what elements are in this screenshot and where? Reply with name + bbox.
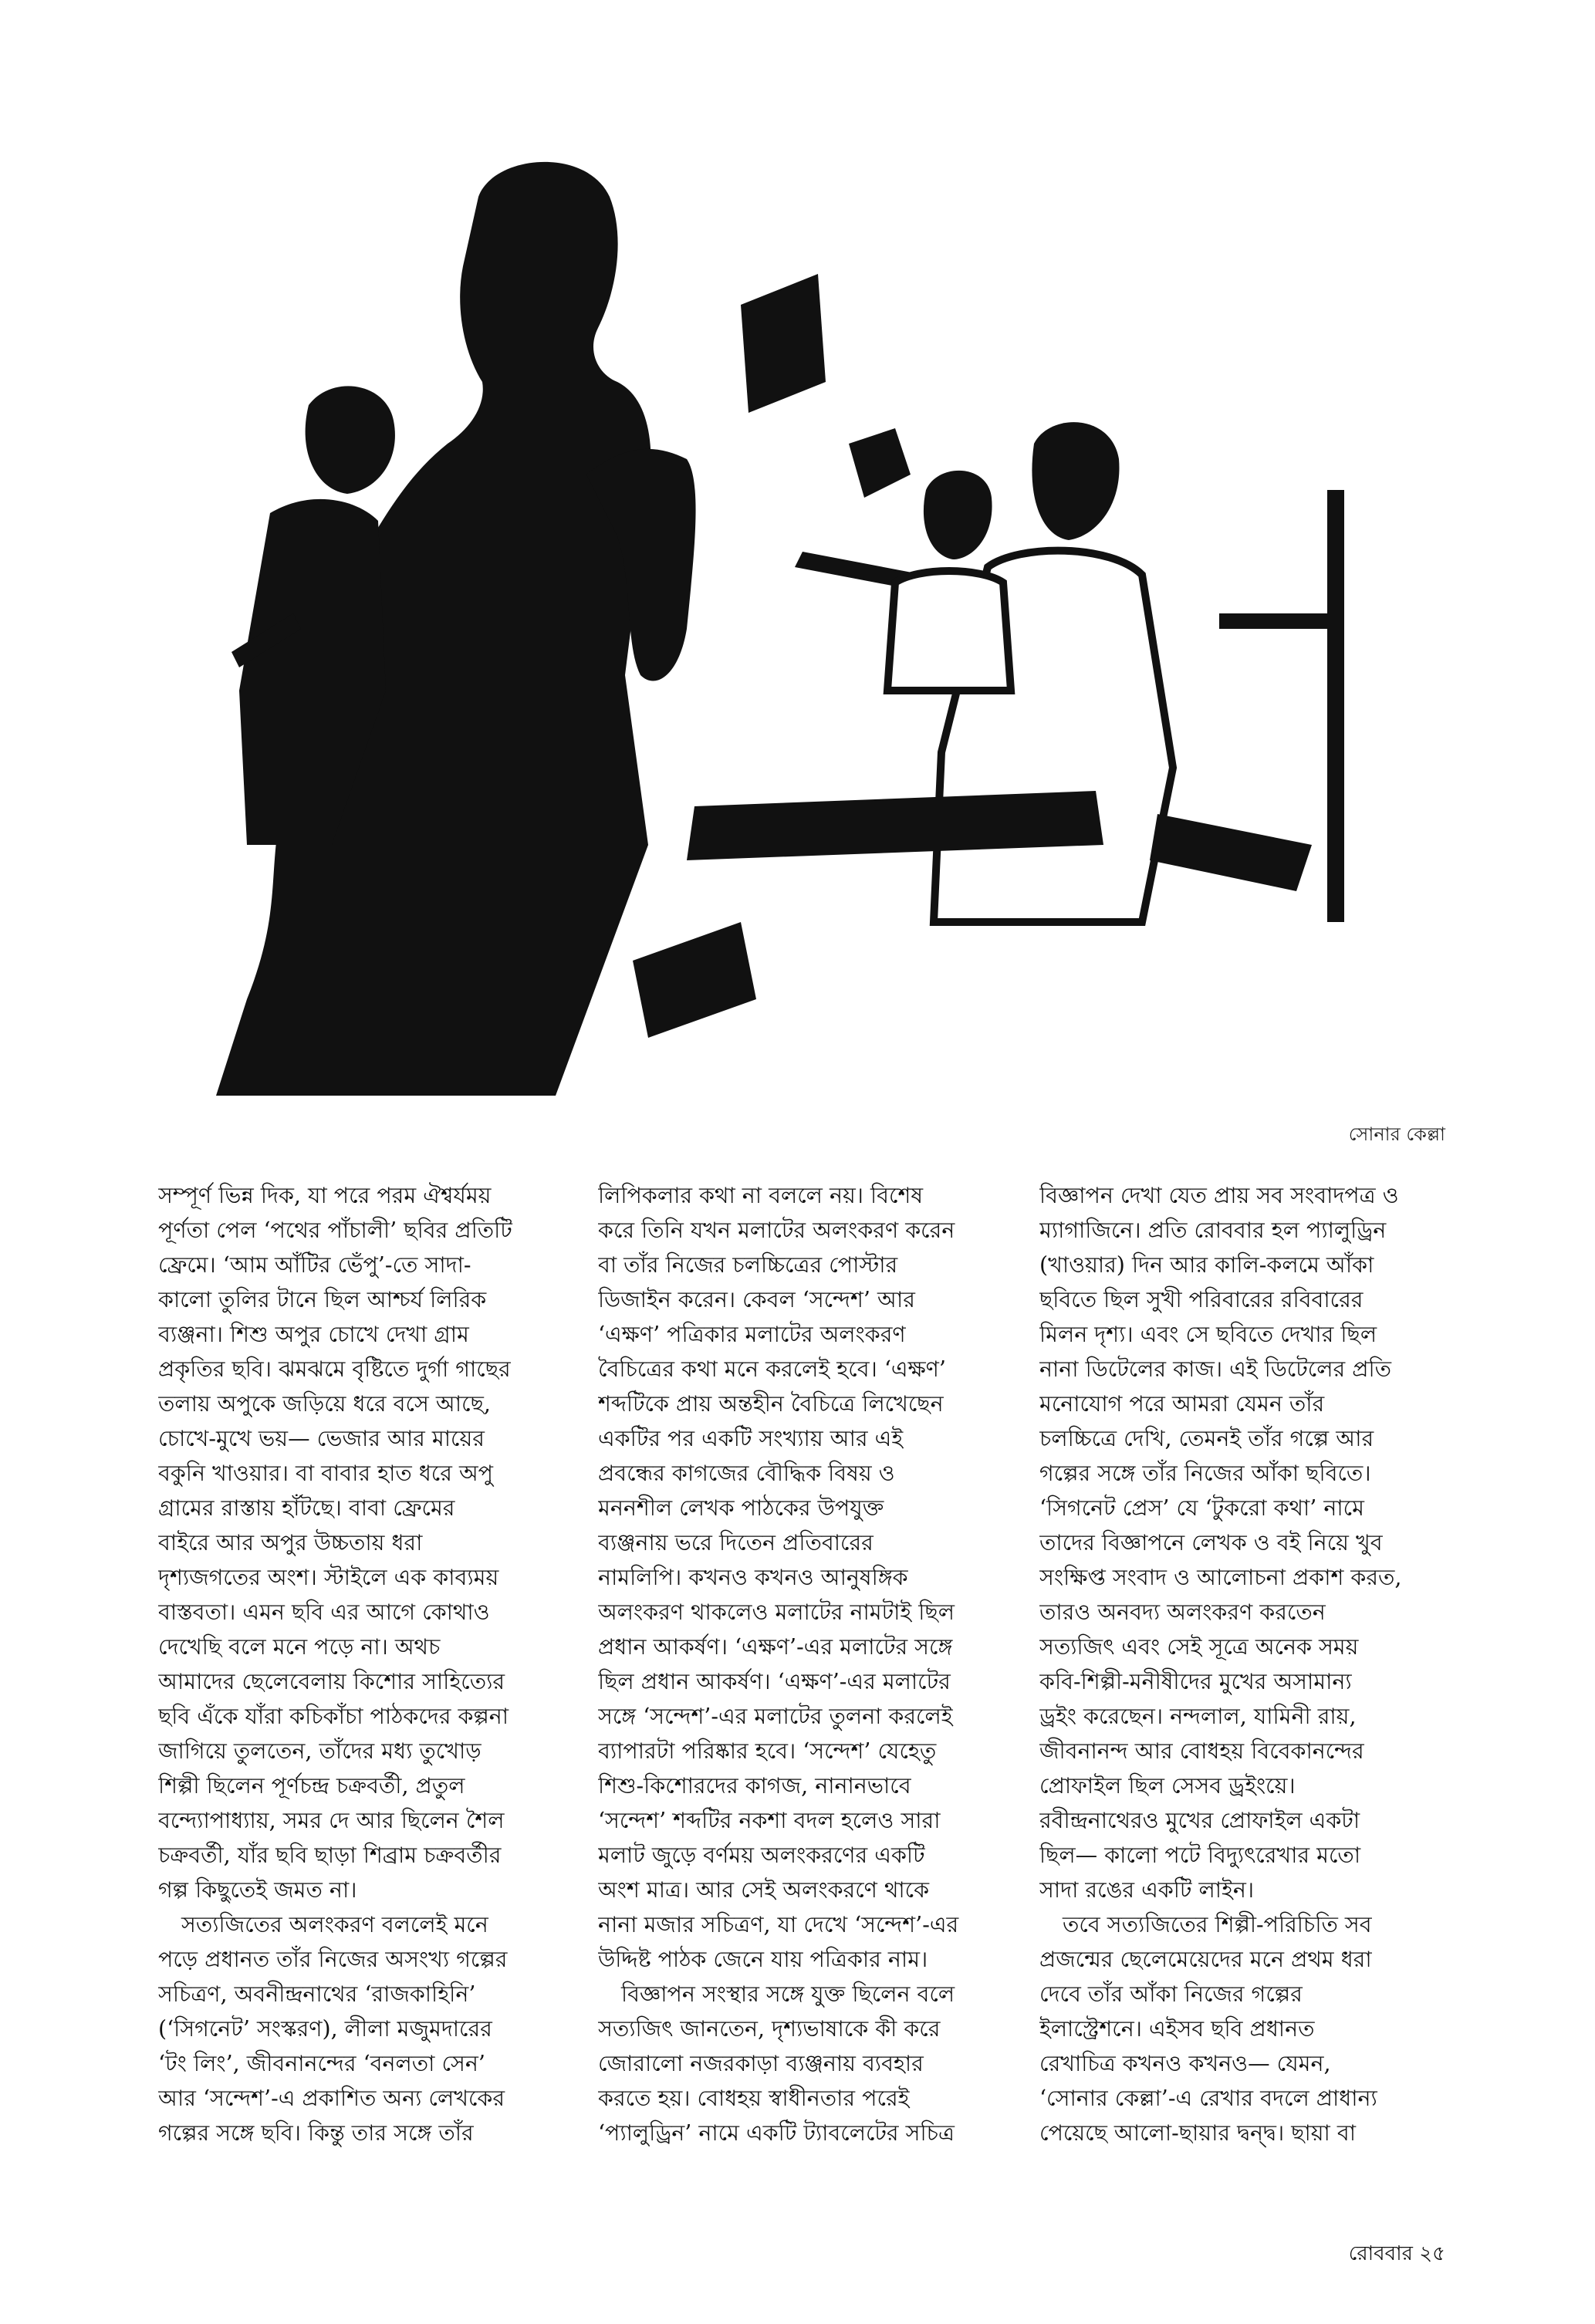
- text-line: সম্পূর্ণ ভিন্ন দিক, যা পরে পরম ঐশ্বর্যময়: [158, 1183, 492, 1208]
- text-line: শিল্পী ছিলেন পূর্ণচন্দ্র চক্রবর্তী, প্রতুল: [158, 1773, 465, 1799]
- text-line: ব্যঞ্জনায় ভরে দিতেন প্রতিবারের: [598, 1530, 874, 1556]
- text-line: করে তিনি যখন মলাটের অলংকরণ করেন: [598, 1218, 955, 1243]
- text-line: প্রবন্ধের কাগজের বৌদ্ধিক বিষয় ও: [598, 1461, 895, 1486]
- text-line: গল্পের সঙ্গে তাঁর নিজের আঁকা ছবিতে।: [1039, 1461, 1371, 1486]
- text-line: গল্পের সঙ্গে ছবি। কিন্তু তার সঙ্গে তাঁর: [158, 2120, 474, 2146]
- text-line: তবে সত্যজিতের শিল্পী-পরিচিতি সব: [1063, 1912, 1372, 1937]
- text-line: ‘সন্দেশ’ শব্দটির নকশা বদল হলেও সারা: [598, 1808, 941, 1833]
- text-line: লিপিকলার কথা না বললে নয়। বিশেষ: [598, 1183, 924, 1208]
- text-line: দেবে তাঁর আঁকা নিজের গল্পের: [1039, 1981, 1303, 2007]
- text-line: বাস্তবতা। এমন ছবি এর আগে কোথাও: [158, 1599, 490, 1625]
- text-line: বা তাঁর নিজের চলচ্চিত্রের পোস্টার: [598, 1252, 898, 1278]
- text-line: ‘প্যালুড্রিন’ নামে একটি ট্যাবলেটের সচিত্র: [598, 2120, 955, 2146]
- text-line: দেখেছি বলে মনে পড়ে না। অথচ: [158, 1634, 441, 1660]
- text-line: বৈচিত্রের কথা মনে করলেই হবে। ‘এক্ষণ’: [598, 1356, 946, 1382]
- text-line: ড্রইং করেছেন। নন্দলাল, যামিনী রায়,: [1039, 1704, 1357, 1729]
- text-line: প্রজন্মের ছেলেমেয়েদের মনে প্রথম ধরা: [1039, 1947, 1372, 1972]
- text-line: জোরালো নজরকাড়া ব্যঞ্জনায় ব্যবহার: [598, 2051, 924, 2076]
- text-line: বাইরে আর অপুর উচ্চতায় ধরা: [158, 1530, 423, 1556]
- text-line: মনোযোগ পরে আমরা যেমন তাঁর: [1039, 1391, 1325, 1417]
- text-line: জাগিয়ে তুলতেন, তাঁদের মধ্য তুখোড়: [158, 1738, 482, 1764]
- text-line: গ্রামের রাস্তায় হাঁটছে। বাবা ফ্রেমের: [158, 1495, 455, 1521]
- text-line: ছবি এঁকে যাঁরা কচিকাঁচা পাঠকদের কল্পনা: [158, 1704, 509, 1729]
- text-line: প্রকৃতির ছবি। ঝমঝমে বৃষ্টিতে দুর্গা গাছের: [158, 1356, 511, 1382]
- text-line: মিলন দৃশ্য। এবং সে ছবিতে দেখার ছিল: [1039, 1322, 1377, 1347]
- text-line: ইলাস্ট্রেশনে। এইসব ছবি প্রধানত: [1039, 2016, 1315, 2042]
- text-line: ‘সোনার কেল্লা’-এ রেখার বদলে প্রাধান্য: [1039, 2086, 1377, 2111]
- text-line: উদ্দিষ্ট পাঠক জেনে যায় পত্রিকার নাম।: [598, 1947, 928, 1972]
- text-line: পূর্ণতা পেল ‘পথের পাঁচালী’ ছবির প্রতিটি: [158, 1218, 512, 1243]
- text-line: শিশু-কিশোরদের কাগজ, নানানভাবে: [598, 1773, 911, 1799]
- text-line: ‘এক্ষণ’ পত্রিকার মলাটের অলংকরণ: [598, 1322, 906, 1347]
- text-line: অলংকরণ থাকলেও মলাটের নামটাই ছিল: [598, 1599, 955, 1625]
- text-line: করতে হয়। বোধহয় স্বাধীনতার পরেই: [598, 2086, 910, 2111]
- text-line: মননশীল লেখক পাঠকের উপযুক্ত: [598, 1495, 884, 1521]
- text-line: সংক্ষিপ্ত সংবাদ ও আলোচনা প্রকাশ করত,: [1039, 1565, 1402, 1590]
- page-footer: রোববার ২৫: [1348, 2242, 1445, 2265]
- film-scene-illustration: [154, 150, 1451, 1096]
- text-line: নানা ডিটেলের কাজ। এই ডিটেলের প্রতি: [1039, 1356, 1392, 1382]
- text-line: একটির পর একটি সংখ্যায় আর এই: [598, 1426, 904, 1451]
- text-line: ছিল প্রধান আকর্ষণ। ‘এক্ষণ’-এর মলাটের: [598, 1669, 951, 1694]
- text-line: তলায় অপুকে জড়িয়ে ধরে বসে আছে,: [158, 1391, 491, 1417]
- text-line: আমাদের ছেলেবেলায় কিশোর সাহিত্যের: [158, 1669, 505, 1694]
- text-line: অংশ মাত্র। আর সেই অলংকরণে থাকে: [598, 1877, 930, 1903]
- text-line: সত্যজিৎ এবং সেই সূত্রে অনেক সময়: [1039, 1634, 1359, 1660]
- text-line: ডিজাইন করেন। কেবল ‘সন্দেশ’ আর: [598, 1287, 915, 1312]
- illustration-caption: সোনার কেল্লা: [1348, 1123, 1445, 1145]
- text-line: সত্যজিতের অলংকরণ বললেই মনে: [181, 1912, 488, 1937]
- text-line: (খাওয়ার) দিন আর কালি-কলমে আঁকা: [1039, 1252, 1374, 1278]
- text-line: পেয়েছে আলো-ছায়ার দ্বন্দ্ব। ছায়া বা: [1039, 2120, 1356, 2146]
- text-line: বকুনি খাওয়ার। বা বাবার হাত ধরে অপু: [158, 1461, 494, 1486]
- text-line: রেখাচিত্র কখনও কখনও— যেমন,: [1039, 2051, 1331, 2076]
- text-line: ব্যাপারটা পরিষ্কার হবে। ‘সন্দেশ’ যেহেতু: [598, 1738, 937, 1764]
- text-line: দৃশ্যজগতের অংশ। স্টাইলে এক কাব্যময়: [158, 1565, 499, 1590]
- text-line: নামলিপি। কখনও কখনও আনুষঙ্গিক: [598, 1565, 908, 1590]
- text-line: গল্প কিছুতেই জমত না।: [158, 1877, 357, 1903]
- text-line: বিজ্ঞাপন দেখা যেত প্রায় সব সংবাদপত্র ও: [1039, 1183, 1399, 1208]
- film-scene-illustration-icon: [154, 150, 1451, 1096]
- text-line: সাদা রঙের একটি লাইন।: [1039, 1877, 1255, 1903]
- text-line: চোখে-মুখে ভয়— ভেজার আর মায়ের: [158, 1426, 485, 1451]
- text-line: কবি-শিল্পী-মনীষীদের মুখের অসামান্য: [1039, 1669, 1352, 1694]
- text-line: (‘সিগনেট’ সংস্করণ), লীলা মজুমদারের: [158, 2016, 492, 2042]
- text-line: সচিত্রণ, অবনীন্দ্রনাথের ‘রাজকাহিনি’: [158, 1981, 476, 2007]
- text-line: চলচ্চিত্রে দেখি, তেমনই তাঁর গল্পে আর: [1039, 1426, 1374, 1451]
- text-line: ফ্রেমে। ‘আম আঁটির ভেঁপু’-তে সাদা-: [158, 1252, 471, 1278]
- text-line: সঙ্গে ‘সন্দেশ’-এর মলাটের তুলনা করলেই: [598, 1704, 953, 1729]
- text-line: প্রোফাইল ছিল সেসব ড্রইংয়ে।: [1039, 1773, 1296, 1799]
- article-column-2: [598, 1178, 999, 2150]
- text-line: তাদের বিজ্ঞাপনে লেখক ও বই নিয়ে খুব: [1039, 1530, 1383, 1556]
- text-line: ম্যাগাজিনে। প্রতি রোববার হল প্যালুড্রিন: [1039, 1218, 1387, 1243]
- text-line: কালো তুলির টানে ছিল আশ্চর্য লিরিক: [158, 1287, 487, 1312]
- text-line: পড়ে প্রধানত তাঁর নিজের অসংখ্য গল্পের: [158, 1947, 508, 1972]
- text-line: বিজ্ঞাপন সংস্থার সঙ্গে যুক্ত ছিলেন বলে: [621, 1981, 955, 2007]
- text-line: বন্দ্যোপাধ্যায়, সমর দে আর ছিলেন শৈল: [158, 1808, 505, 1833]
- text-line: ব্যঞ্জনা। শিশু অপুর চোখে দেখা গ্রাম: [158, 1322, 469, 1347]
- text-line: তারও অনবদ্য অলংকরণ করতেন: [1039, 1599, 1326, 1625]
- text-line: ছবিতে ছিল সুখী পরিবারের রবিবারের: [1039, 1287, 1364, 1312]
- text-line: সত্যজিৎ জানতেন, দৃশ্যভাষাকে কী করে: [598, 2016, 941, 2042]
- text-line: মলাট জুড়ে বর্ণময় অলংকরণের একটি: [598, 1843, 925, 1868]
- text-line: শব্দটিকে প্রায় অন্তহীন বৈচিত্রে লিখেছেন: [598, 1391, 944, 1417]
- text-line: চক্রবর্তী, যাঁর ছবি ছাড়া শিব্রাম চক্রবর্তীর: [158, 1843, 502, 1868]
- text-line: প্রধান আকর্ষণ। ‘এক্ষণ’-এর মলাটের সঙ্গে: [598, 1634, 953, 1660]
- text-line: জীবনানন্দ আর বোধহয় বিবেকানন্দের: [1039, 1738, 1364, 1764]
- article-column-1: [158, 1178, 559, 2150]
- text-line: ছিল— কালো পটে বিদ্যুৎরেখার মতো: [1039, 1843, 1361, 1868]
- text-line: ‘টং লিং’, জীবনানন্দের ‘বনলতা সেন’: [158, 2051, 485, 2076]
- text-line: আর ‘সন্দেশ’-এ প্রকাশিত অন্য লেখকের: [158, 2086, 505, 2111]
- text-line: ‘সিগনেট প্রেস’ যে ‘টুকরো কথা’ নামে: [1039, 1495, 1364, 1521]
- article-column-3: [1039, 1178, 1441, 2150]
- text-line: রবীন্দ্রনাথেরও মুখের প্রোফাইল একটা: [1039, 1808, 1360, 1833]
- text-line: নানা মজার সচিত্রণ, যা দেখে ‘সন্দেশ’-এর: [598, 1912, 959, 1937]
